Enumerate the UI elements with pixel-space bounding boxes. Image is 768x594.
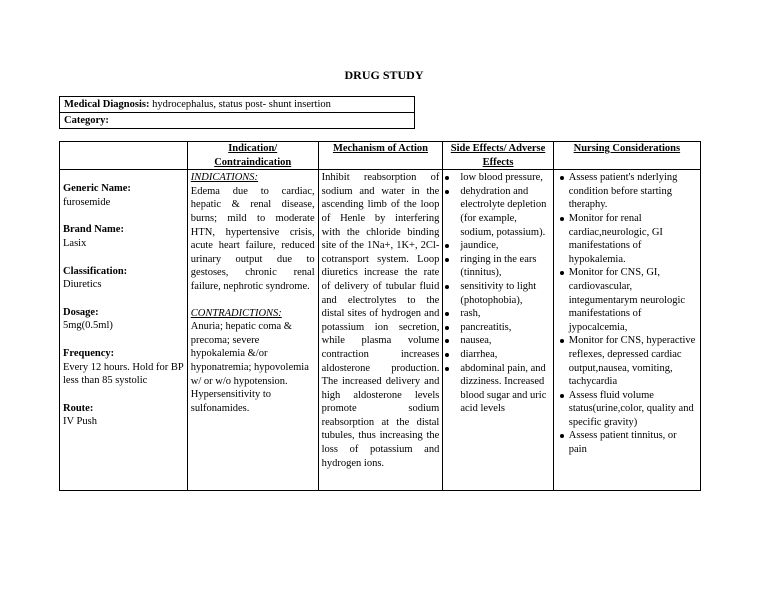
medical-diagnosis-value: hydrocephalus, status post- shunt insertion <box>152 99 331 110</box>
list-item: sensitivity to light (photophobia), <box>446 280 549 307</box>
bullet-icon <box>445 285 449 289</box>
bullet-icon <box>560 434 564 438</box>
bullet-icon <box>445 312 449 316</box>
indications-heading: INDICATIONS: <box>190 172 259 184</box>
header-drug-info <box>60 142 188 170</box>
bullet-icon <box>560 339 564 343</box>
generic-name-label: Generic Name: <box>63 183 131 195</box>
dosage-value: 5mg(0.5ml) <box>63 320 113 332</box>
page-title: DRUG STUDY <box>344 68 424 82</box>
list-item: Assess patient's nderlying condition before starting theraphy. <box>557 171 697 212</box>
nursing-cell <box>553 170 700 491</box>
classification-label: Classification: <box>63 265 128 277</box>
brand-name-label: Brand Name: <box>63 224 124 236</box>
frequency <box>63 347 184 388</box>
list-item: abdominal pain, and dizziness. Increased blood sugar and uric acid levels <box>446 362 549 416</box>
list-item: pancreatitis, <box>446 321 549 335</box>
route <box>63 402 184 429</box>
header-side-effects: Side Effects/ Adverse Effects <box>443 142 553 170</box>
classification-value: Diuretics <box>63 279 102 291</box>
bullet-icon <box>445 326 449 330</box>
list-item: low blood pressure, <box>446 171 549 185</box>
header-row <box>60 142 701 170</box>
bullet-icon <box>445 367 449 371</box>
diagnosis-row <box>60 97 415 113</box>
bullet-icon <box>445 353 449 357</box>
classification <box>63 265 184 292</box>
bullet-icon <box>445 244 449 248</box>
list-item: Monitor for CNS, hyperactive reflexes, depressed cardiac output,nausea, vomiting, tachycardia <box>557 334 697 388</box>
list-item: rash, <box>446 307 549 321</box>
dosage-label: Dosage: <box>63 306 99 318</box>
drug-info-cell <box>60 170 188 491</box>
category-label: Category: <box>64 115 109 126</box>
indication-cell <box>187 170 318 491</box>
bullet-icon <box>560 217 564 221</box>
medical-diagnosis-cell <box>60 97 415 113</box>
nursing-list <box>557 171 697 456</box>
medical-diagnosis-label: Medical Diagnosis: <box>64 99 150 110</box>
list-item: ringing in the ears (tinnitus), <box>446 253 549 280</box>
header-indication: Indication/ Contraindication <box>187 142 318 170</box>
contraindications-heading: CONTRADICTIONS: <box>190 307 282 319</box>
list-item: dehydration and electrolyte depletion (for example, sodium, potassium). <box>446 185 549 239</box>
header-mechanism: Mechanism of Action <box>318 142 443 170</box>
bullet-icon <box>560 394 564 398</box>
header-nursing: Nursing Considerations <box>553 142 700 170</box>
list-item: Monitor for renal cardiac,neurologic, GI manifestations of hypokalemia. <box>557 212 697 266</box>
mechanism-cell <box>318 170 443 491</box>
generic-name-value: furosemide <box>63 196 111 208</box>
frequency-label: Frequency: <box>63 347 115 359</box>
brand-name-value: Lasix <box>63 237 87 249</box>
diagnosis-table <box>59 96 415 129</box>
bullet-icon <box>445 258 449 262</box>
generic-name <box>63 182 184 209</box>
list-item: Monitor for CNS, GI, cardiovascular, integumentarym neurologic manifestations of jypocalcemia, <box>557 266 697 334</box>
list-item: nausea, <box>446 334 549 348</box>
route-value: IV Push <box>63 416 97 428</box>
brand-name <box>63 223 184 250</box>
bullet-icon <box>560 176 564 180</box>
category-cell <box>60 113 415 129</box>
side-effects-cell <box>443 170 553 491</box>
drug-study-table <box>59 141 701 491</box>
bullet-icon <box>445 339 449 343</box>
list-item: Assess fluid volume status(urine,color, quality and specific gravity) <box>557 389 697 430</box>
dosage <box>63 306 184 333</box>
indications-text: Edema due to cardiac, hepatic & renal disease, burns; mild to moderate HTN, hypertensive crisis, acute heart failure, reduced urinary output due to gestoses, chronic renal failure, nephrotic syndrome. <box>190 185 315 292</box>
side-effects-list <box>446 171 549 416</box>
route-label: Route: <box>63 402 94 414</box>
list-item: jaundice, <box>446 239 549 253</box>
bullet-icon <box>445 190 449 194</box>
frequency-value: Every 12 hours. Hold for BP less than 85 systolic <box>63 361 184 387</box>
bullet-icon <box>560 271 564 275</box>
bullet-icon <box>445 176 449 180</box>
mechanism-text: Inhibit reabsorption of sodium and water in the ascending limb of the loop of Henle by interfering with the chloride binding site of the 1Na+, 1K+, 2Cl- cotransport system. Loop diuretics increase the rate of delivery of tubular fluid and electrolytes to the distal sites of hydrogen and potassium ion secretion, while plasma volume contraction increases aldosterone production. The increased delivery and high aldosterone levels promote sodium reabsorption at the distal tubules, thus increasing the loss of potassium and hydrogen ions. <box>321 172 440 469</box>
list-item: diarrhea, <box>446 348 549 362</box>
contraindications-text: Anuria; hepatic coma & precoma; severe hypokalemia &/or hyponatremia; hypovolemia w/ or w/o hypotension. Hypersensitivity to sulfonamides. <box>190 321 309 414</box>
body-row <box>60 170 701 491</box>
category-row <box>60 113 415 129</box>
list-item: Assess patient tinnitus, or pain <box>557 429 697 456</box>
